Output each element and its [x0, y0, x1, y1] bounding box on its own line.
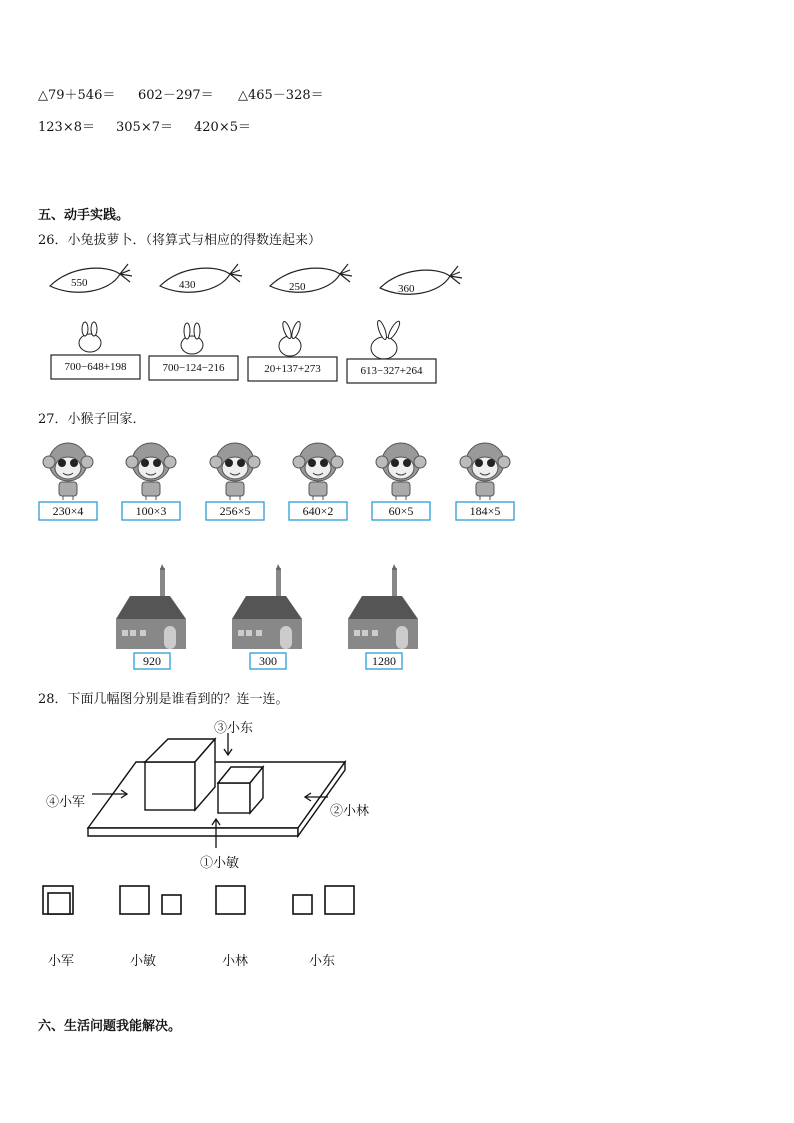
monkey-expression: 256×5 [219, 504, 251, 518]
calc-4: 123×8＝ [38, 120, 95, 135]
rabbit-icon [371, 320, 402, 359]
calc-1: △79＋546＝ [38, 88, 116, 103]
rabbit-icon [279, 321, 302, 356]
carrot-label: 550 [71, 277, 88, 289]
house-icon [232, 564, 302, 649]
monkey-icon [43, 443, 93, 500]
monkey-expression: 640×2 [302, 504, 334, 518]
name-label: 小敏 [130, 954, 157, 969]
name-label: 小军 [48, 954, 75, 969]
q27-title: 27．小猴子回家． [38, 412, 146, 427]
monkey-icon [126, 443, 176, 500]
carrot-label: 250 [289, 281, 306, 293]
monkey-expression: 184×5 [469, 504, 501, 518]
house-number: 920 [143, 654, 161, 668]
carrot-label: 430 [179, 279, 196, 291]
section-5-heading: 五、动手实践。 [38, 208, 130, 223]
house-icon [116, 564, 186, 649]
monkey-expression: 230×4 [52, 504, 84, 518]
observer-army: ④小军 [46, 795, 86, 810]
monkey-expression: 100×3 [135, 504, 167, 518]
rabbit-expression: 700−124−216 [162, 362, 225, 374]
house-icon [348, 564, 418, 649]
observer-lin: ②小林 [330, 804, 370, 819]
name-label: 小林 [222, 954, 249, 969]
q28-title: 28．下面几幅图分别是谁看到的？连一连。 [38, 692, 289, 707]
observer-east: ③小东 [214, 721, 254, 736]
calc-3: △465－328＝ [238, 88, 324, 103]
house-number: 300 [259, 654, 277, 668]
rabbit-expression: 700−648+198 [64, 361, 127, 373]
name-label: 小东 [309, 954, 336, 969]
monkey-icon [376, 443, 426, 500]
rabbit-expression: 613−327+264 [360, 365, 423, 377]
rabbit-icon [181, 323, 203, 354]
q26-title: 26．小兔拔萝卜．（将算式与相应的得数连起来） [38, 233, 322, 248]
carrot-icon [270, 264, 352, 292]
carrot-icon [160, 264, 242, 292]
calc-5: 305×7＝ [116, 120, 173, 135]
house-number: 1280 [372, 654, 396, 668]
calc-6: 420×5＝ [194, 120, 251, 135]
observer-min: ①小敏 [200, 856, 240, 871]
carrot-icon [380, 266, 462, 294]
monkey-icon [460, 443, 510, 500]
monkey-expression: 60×5 [388, 504, 414, 518]
carrot-label: 360 [398, 283, 415, 295]
monkey-icon [210, 443, 260, 500]
section-6-heading: 六、生活问题我能解决。 [38, 1019, 182, 1034]
carrot-icon [50, 264, 132, 292]
rabbit-icon [79, 322, 101, 352]
rabbit-expression: 20+137+273 [264, 363, 321, 375]
calc-2: 602－297＝ [138, 88, 214, 103]
view-options [43, 886, 354, 914]
monkey-icon [293, 443, 343, 500]
